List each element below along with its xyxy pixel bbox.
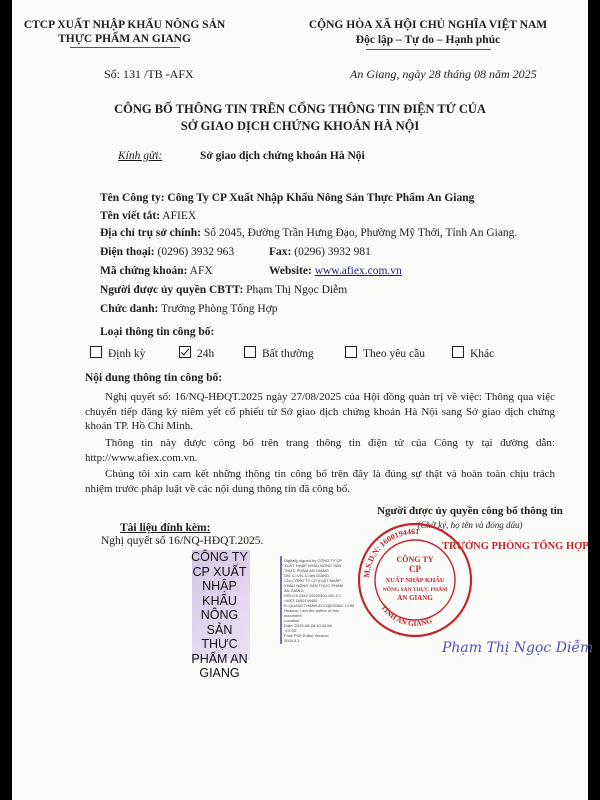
title-line1: CÔNG BỐ THÔNG TIN TRÊN CỔNG THÔNG TIN ĐIỆN TỬ CỦA	[114, 102, 486, 116]
position-label: Chức danh:	[100, 303, 159, 315]
fax-value: (0296) 3932 981	[294, 246, 371, 258]
company-header	[12, 18, 237, 48]
short-name-value: AFIEX	[162, 210, 197, 222]
stamp-ring-text: M.S.D.N: 1600194461	[361, 526, 420, 579]
recipient-label: Kính gửi:	[118, 150, 163, 162]
info-type-option[interactable]	[452, 346, 494, 360]
stock-code-value: AFX	[189, 265, 213, 277]
option-label: Theo yêu cầu	[363, 348, 425, 360]
attachments-label: Tài liệu đính kèm:	[120, 522, 211, 534]
fax-field	[269, 246, 371, 258]
company-stamp	[355, 520, 475, 640]
national-header-line1: CỘNG HÒA XÃ HỘI CHỦ NGHĨA VIỆT NAM	[308, 19, 548, 31]
website-field	[269, 265, 402, 277]
company-name-value: Công Ty CP Xuất Nhập Khẩu Nông Sản Thực Phẩm An Giang	[167, 192, 475, 204]
stamp-line: CP	[409, 564, 421, 574]
stamp-line: NÔNG SẢN THỰC PHẨM	[382, 587, 448, 593]
phone-label: Điện thoại:	[100, 246, 155, 258]
option-label: Định kỳ	[108, 348, 146, 360]
digital-signature-details: Digitally signed by CÔNG TY CP XUẤT NHẬP KHẨU NÔNG SẢN THỰC PHẨM AN GIANG DN: C=VN, L=AN GIANG CN=CÔNG TY CP XUẤT NHẬP KHẨU NÔNG SẢN THỰC PHẨM AN GIANG OID.0.9.2342.19200300.100.1.1 =MST:1600194461 E=QUANGTHANH.ECO@GMAIL.COM Reason: I am the author of this document Location: Date: 2025-08-28 10:34:56 +07'00' Foxit PDF Editor Version: 2024.4.1	[284, 558, 355, 643]
checkbox-icon[interactable]	[90, 346, 102, 358]
stamp-line: CÔNG TY	[396, 555, 434, 564]
content-label: Nội dung thông tin công bố:	[85, 372, 223, 384]
recipient-value: Sở giao dịch chứng khoán Hà Nội	[200, 150, 365, 162]
stamp-bottom-text: TỈNH AN GIANG	[379, 602, 434, 629]
signature-title: Người được ủy quyền công bố thông tin	[377, 505, 563, 517]
info-type-option[interactable]	[90, 346, 145, 360]
national-header	[268, 18, 588, 50]
signature-divider	[280, 556, 282, 644]
company-name-field	[100, 192, 474, 204]
document-page	[12, 0, 594, 800]
checkbox-icon[interactable]	[244, 346, 256, 358]
company-header-line2: THỰC PHẨM AN GIANG	[58, 33, 191, 45]
content-paragraph-2: Thông tin này được công bố trên trang thông tin điện tử của Công ty tại đường dẫn: http://www.afiex.com.vn.	[85, 437, 555, 464]
stamp-line: AN GIANG	[397, 594, 433, 602]
attachment-item: Nghị quyết số 16/NQ-HĐQT.2025.	[101, 535, 264, 547]
short-name-field	[100, 210, 196, 222]
checkbox-icon[interactable]	[345, 346, 357, 358]
position-field	[100, 303, 278, 315]
website-label: Website:	[269, 265, 312, 277]
company-header-line1: CTCP XUẤT NHẬP KHẨU NÔNG SẢN	[23, 19, 226, 31]
document-number: Số: 131 /TB -AFX	[104, 67, 194, 81]
info-type-option[interactable]	[345, 346, 425, 360]
info-type-option[interactable]	[179, 346, 214, 360]
address-field	[100, 227, 517, 239]
phone-value: (0296) 3932 963	[157, 246, 235, 258]
header-divider	[70, 47, 180, 48]
national-header-line2: Độc lập – Tự do – Hạnh phúc	[355, 34, 501, 46]
option-label: 24h	[197, 348, 215, 360]
document-date: An Giang, ngày 28 tháng 08 năm 2025	[350, 67, 537, 81]
address-label: Địa chỉ trụ sở chính:	[100, 227, 201, 239]
representative-value: Phạm Thị Ngọc Diễm	[246, 284, 348, 296]
signature-note: (Chữ ký, họ tên và đóng dấu)	[417, 520, 523, 530]
svg-text:TỈNH AN GIANG	[379, 603, 433, 628]
info-type-option[interactable]	[244, 346, 314, 360]
stamp-line: XUẤT NHẬP KHẨU	[385, 577, 445, 584]
stock-code-label: Mã chứng khoán:	[100, 265, 188, 277]
handwritten-signature: Phạm Thị Ngọc Diễm	[442, 640, 594, 656]
website-link[interactable]: www.afiex.com.vn	[314, 265, 402, 277]
phone-field	[100, 246, 234, 258]
representative-label: Người được ủy quyền CBTT:	[100, 284, 244, 296]
position-value: Trưởng Phòng Tổng Hợp	[161, 303, 278, 315]
stock-code-field	[100, 265, 213, 277]
signer-position-stamp: TRƯỞNG PHÒNG TỔNG HỢP	[442, 541, 589, 552]
title-line2: SỞ GIAO DỊCH CHỨNG KHOÁN HÀ NỘI	[180, 119, 420, 133]
checkbox-icon[interactable]	[452, 346, 464, 358]
option-label: Bất thường	[262, 348, 314, 360]
content-paragraph-1: Nghị quyết số: 16/NQ-HĐQT.2025 ngày 27/08/2025 của Hội đồng quản trị về việc: Thông qua việc chuyển tiếp đăng ký niêm yết cổ phiếu từ Sở giao dịch chứng khoán Hà Nội sang Sở giao dịch chứng khoán TP. Hồ Chí Minh.	[85, 391, 555, 432]
option-label: Khác	[470, 348, 495, 360]
digital-signature-name: CÔNG TY CP XUẤT NHẬP KHẨU NÔNG SẢN THỰC PHẨM AN GIANG	[191, 550, 248, 680]
info-type-label: Loại thông tin công bố:	[100, 326, 215, 338]
fax-label: Fax:	[269, 246, 292, 258]
checkbox-checked-icon[interactable]	[179, 346, 191, 358]
company-name-label: Tên Công ty:	[100, 192, 165, 204]
header-divider	[366, 49, 491, 50]
address-value: Số 2045, Đường Trần Hưng Đạo, Phường Mỹ Thới, Tỉnh An Giang.	[203, 227, 518, 239]
content-paragraph-3: Chúng tôi xin cam kết những thông tin công bố trên đây là đúng sự thật và hoàn toàn chịu trách nhiệm trước pháp luật về các nội dung thông tin đã công bố.	[85, 468, 555, 495]
representative-field	[100, 284, 347, 296]
digital-signature	[142, 550, 355, 680]
document-title	[12, 101, 588, 135]
short-name-label: Tên viết tắt:	[100, 210, 161, 222]
